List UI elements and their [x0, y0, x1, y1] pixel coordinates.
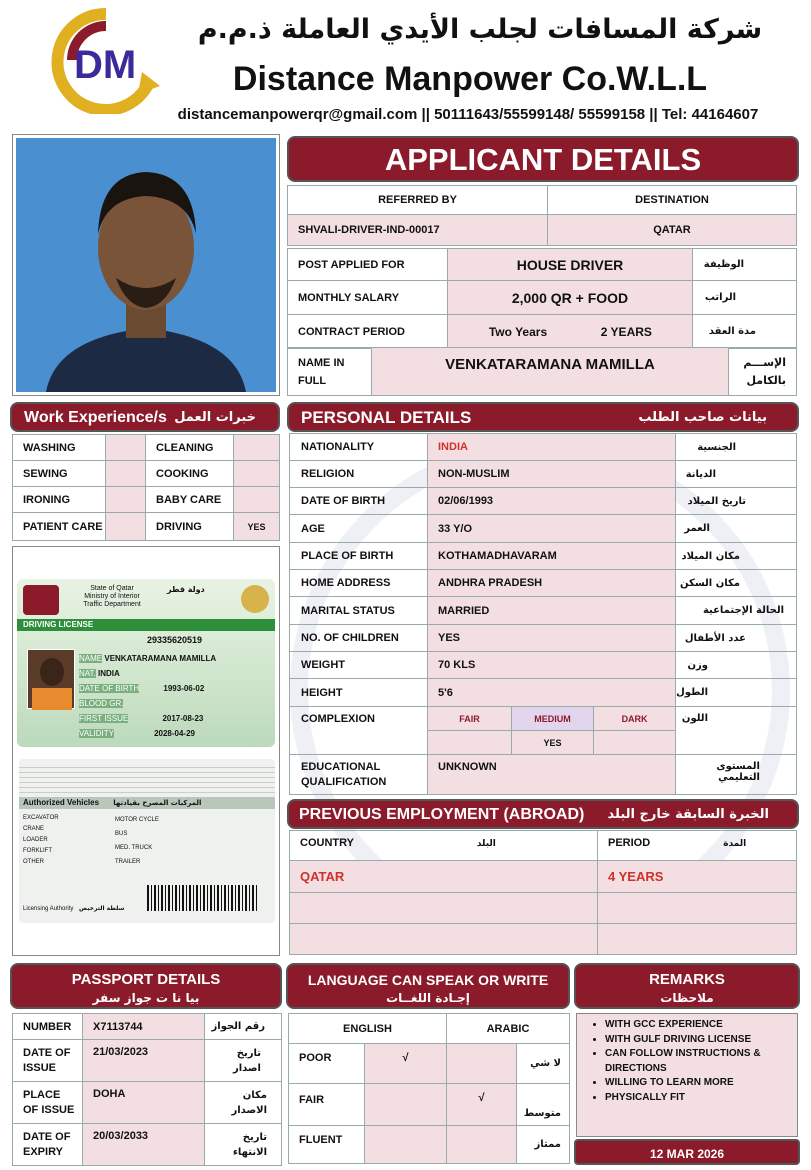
previous-employment-table: COUNTRY البلد PERIOD المدة QATAR 4 YEARS: [289, 830, 797, 955]
passport-table: NUMBER X7113744 رقم الجواز DATE OF ISSUE 21/03/2023 تاريخ اصدار PLACE OF ISSUE DOHA مكان الاصدار DATE OF EXPIRY 20/03/2033 تاريخ الانتهاء: [12, 1013, 282, 1166]
personal-details-table: NATIONALITY INDIA الجنسية RELIGION NON-MUSLIM الديانة DATE OF BIRTH 02/06/1993 تاريخ الميلاد AGE 33 Y/O العمر PLACE OF BIRTH KOTHAMADHAVARAM مكان الميلاد HOME ADDRESS ANDHRA PRADESH مكان السكن MARITAL STATUS MARRIED الحالة الإجتماعية NO. OF CHILDREN YES عدد الأطفال WEIGHT 70 KLS وزن HEIGHT 5'6 الطول COMPLEXION FAIR MEDIUM DARK اللون YES EDUCATIONAL QUALIFICATION UNKNOWN المستوى التعليمي: [289, 433, 797, 795]
salary-value: 2,000 QR + FOOD: [448, 281, 693, 315]
referred-by-value: SHVALI-DRIVER-IND-00017: [288, 215, 548, 246]
language-table: ENGLISH ARABIC POOR √ لا شي FAIR √ متوسط FLUENT ممتاز: [288, 1013, 570, 1164]
remarks-header: REMARKS ملاحظات: [574, 963, 800, 1009]
education-row: EDUCATIONAL QUALIFICATION UNKNOWN المستوى التعليمي: [290, 755, 797, 795]
post-label: POST APPLIED FOR: [288, 249, 448, 281]
company-name-english: Distance Manpower Co.W.L.L: [232, 60, 708, 98]
personal-row: NO. OF CHILDREN YES عدد الأطفال: [290, 625, 797, 652]
destination-label: DESTINATION: [548, 186, 797, 215]
name-value: VENKATARAMANA MAMILLA: [372, 348, 729, 396]
license-photo: [27, 649, 75, 709]
applicant-details-header: APPLICANT DETAILS: [287, 136, 799, 182]
qatar-emblem: [23, 585, 59, 615]
language-row: FAIR √ متوسط: [289, 1084, 570, 1126]
complexion-row: COMPLEXION FAIR MEDIUM DARK اللون: [290, 707, 797, 731]
personal-details-header: PERSONAL DETAILS بيانات صاحب الطلب: [287, 402, 799, 432]
personal-row: HOME ADDRESS ANDHRA PRADESH مكان السكن: [290, 570, 797, 597]
language-row: FLUENT ممتاز: [289, 1126, 570, 1164]
personal-row: RELIGION NON-MUSLIM الديانة: [290, 461, 797, 488]
document-date: 12 MAR 2026: [574, 1139, 800, 1165]
remark-item: • CAN FOLLOW INSTRUCTIONS & DIRECTIONS: [605, 1047, 791, 1076]
work-row: PATIENT CARE DRIVING YES: [13, 513, 280, 541]
referral-table: [287, 185, 797, 246]
svg-text:DM: DM: [74, 43, 137, 87]
name-label-ar: الإســـم بالكامل: [729, 348, 797, 396]
applicant-photo: [16, 138, 276, 392]
referred-by-label: REFERRED BY: [288, 186, 548, 215]
work-row: IRONING BABY CARE: [13, 487, 280, 513]
language-row: POOR √ لا شي: [289, 1044, 570, 1084]
name-label: NAME IN FULL: [288, 348, 372, 396]
contract-label-ar: مدة العقد: [693, 315, 797, 349]
personal-row: HEIGHT 5'6 الطول: [290, 679, 797, 707]
license-back: Authorized Vehicles المركبات المصرح بقيادتها EXCAVATOR CRANE LOADER FORKLIFT OTHER MOTOR CYCLE BUS MED. TRUCK TRAILER Licensing Authority سلطة الترخيص: [19, 759, 275, 923]
personal-row: WEIGHT 70 KLS وزن: [290, 652, 797, 679]
remark-item: • PHYSICALLY FIT: [605, 1091, 791, 1106]
work-row: WASHING CLEANING: [13, 435, 280, 461]
personal-row: DATE OF BIRTH 02/06/1993 تاريخ الميلاد: [290, 488, 797, 515]
post-label-ar: الوظيفة: [693, 249, 797, 281]
company-logo: [46, 6, 166, 114]
personal-row: PLACE OF BIRTH KOTHAMADHAVARAM مكان الميلاد: [290, 543, 797, 570]
remarks-box: [576, 1013, 798, 1137]
post-table: [287, 248, 797, 349]
contract-value-text: Two Years: [488, 324, 548, 339]
license-barcode: [147, 885, 257, 911]
license-gold-seal: [241, 585, 269, 613]
license-title-bar: DRIVING LICENSE: [17, 619, 275, 631]
work-experience-header: Work Experience/s خبرات العمل: [10, 402, 280, 432]
driving-license-frame: [12, 546, 280, 956]
destination-value: QATAR: [548, 215, 797, 246]
salary-label-ar: الراتب: [693, 281, 797, 315]
remark-item: • WITH GCC EXPERIENCE: [605, 1018, 791, 1033]
post-value: HOUSE DRIVER: [448, 249, 693, 281]
passport-details-header: PASSPORT DETAILS بيا نا ت جواز سفر: [10, 963, 282, 1009]
contract-label: CONTRACT PERIOD: [288, 315, 448, 349]
personal-row: NATIONALITY INDIA الجنسية: [290, 434, 797, 461]
personal-row: MARITAL STATUS MARRIED الحالة الإجتماعية: [290, 597, 797, 625]
salary-label: MONTHLY SALARY: [288, 281, 448, 315]
language-header: LANGUAGE CAN SPEAK OR WRITE إجـادة اللغــات: [286, 963, 570, 1009]
remark-item: • WILLING TO LEARN MORE: [605, 1076, 791, 1091]
company-name-arabic: شركة المسافات لجلب الأيدي العاملة ذ.م.م: [197, 14, 763, 45]
work-experience-table: [12, 434, 280, 541]
name-table: [287, 347, 797, 396]
applicant-photo-frame: [12, 134, 280, 396]
previous-employment-header: PREVIOUS EMPLOYMENT (ABROAD) الخبرة السابقة خارج البلد: [287, 799, 799, 829]
company-contact: distancemanpowerqr@gmail.com || 50111643/55599148/ 55599158 || Tel: 44164607: [177, 106, 759, 123]
license-front: State of Qatar Ministry of Interior Traffic Department دولة قطر DRIVING LICENSE 29335620519 NAME VENKATARAMANA MAMILLA NAT. INDIA DATE OF BIRTH 1993-06-02 BLOOD GR. FIRST ISSUE 2017-08-23 VALIDITY 2028-04-29: [17, 579, 275, 747]
personal-row: AGE 33 Y/O العمر: [290, 515, 797, 543]
remark-item: • WITH GULF DRIVING LICENSE: [605, 1033, 791, 1048]
work-row: SEWING COOKING: [13, 461, 280, 487]
previous-employment-row: QATAR 4 YEARS: [290, 861, 797, 893]
contract-value-years: 2 YEARS: [600, 324, 652, 339]
